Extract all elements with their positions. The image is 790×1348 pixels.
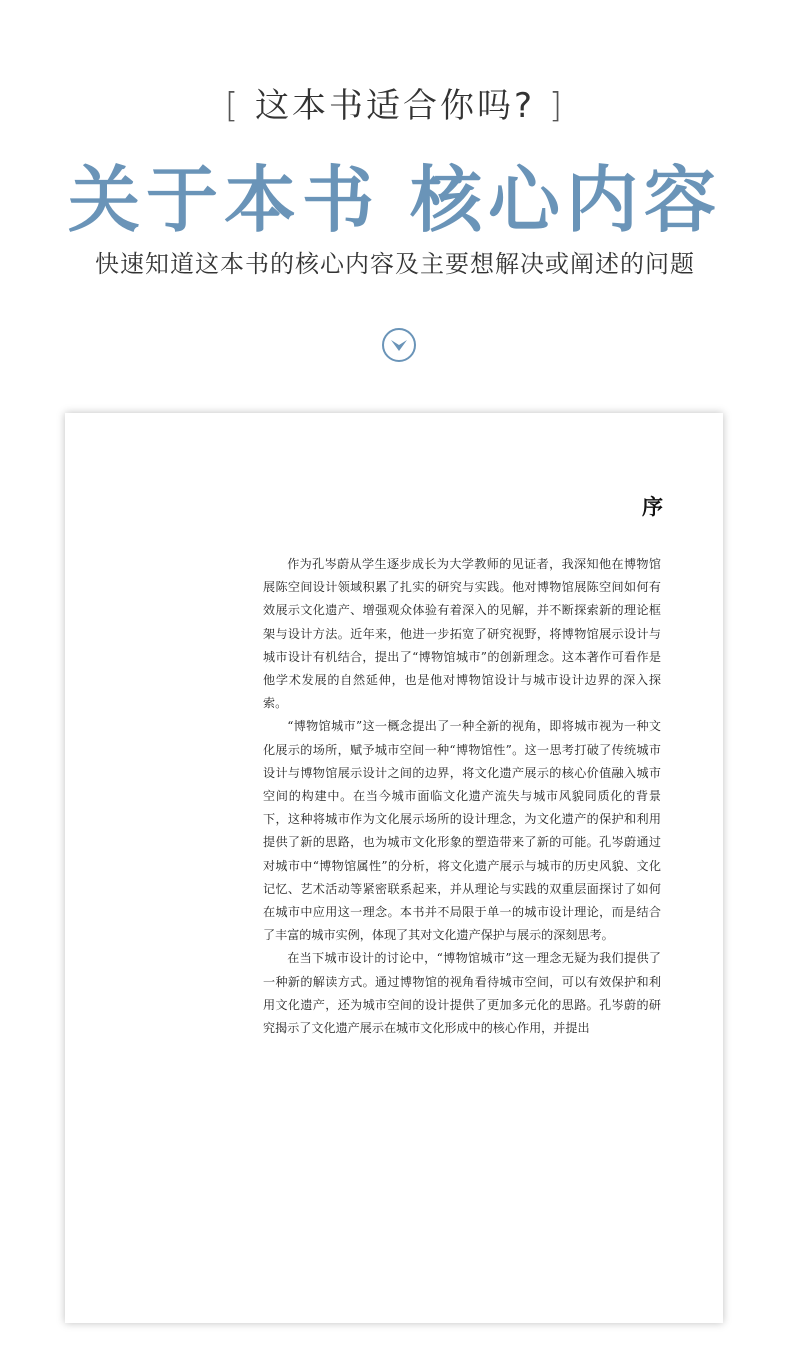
bracket-close: ] — [548, 86, 566, 126]
section-subtitle — [0, 78, 790, 127]
section-tagline: 快速知道这本书的核心内容及主要想解决或阐述的问题 — [95, 250, 695, 278]
intro-header — [0, 0, 790, 400]
title-right: 核心内容 — [410, 157, 723, 242]
title-left: 关于本书 — [67, 157, 380, 242]
paragraph: 在当下城市设计的讨论中，“博物馆城市”这一理念无疑为我们提供了一种新的解读方式。通过博物馆的视角看待城市空间，可以有效保护和利用文化遗产，还为城市空间的设计提供了更加多元化的思路。孔岑蔚的研究揭示了文化遗产展示在城市文化形成中的核心作用，并提出 — [263, 951, 661, 1036]
paragraph: “博物馆城市”这一概念提出了一种全新的视角，即将城市视为一种文化展示的场所，赋予城市空间一种“博物馆性”。这一思考打破了传统城市设计与博物馆展示设计之间的边界，将文化遗产展示的核心价值融入城市空间的构建中。在当今城市面临文化遗产流失与城市风貌同质化的背景下，这种将城市作为文化展示场所的设计理念，为文化遗产的保护和利用提供了新的思路，也为城市文化形象的塑造带来了新的可能。孔岑蔚通过对城市中“博物馆属性”的分析，将文化遗产展示与城市的历史风貌、文化记忆、艺术活动等紧密联系起来，并从理论与实践的双重层面探讨了如何在城市中应用这一理念。本书并不局限于单一的城市设计理论，而是结合了丰富的城市实例，体现了其对文化遗产保护与展示的深刻思考。 — [263, 719, 661, 943]
paragraph: 作为孔岑蔚从学生逐步成长为大学教师的见证者，我深知他在博物馆展陈空间设计领域积累了扎实的研究与实践。他对博物馆展陈空间如何有效展示文化遗产、增强观众体验有着深入的见解，并不断探索新的理论框架与设计方法。近年来，他进一步拓宽了研究视野，将博物馆展示设计与城市设计有机结合，提出了“博物馆城市”的创新理念。这本著作可看作是他学术发展的自然延伸，也是他对博物馆设计与城市设计边界的深入探索。 — [263, 557, 661, 711]
section-title — [0, 142, 790, 246]
page-heading: 序 — [642, 494, 663, 519]
subtitle-text: 这本书适合你吗? — [254, 86, 536, 126]
preface-body — [263, 553, 661, 1040]
chevron-down-circle-icon — [381, 327, 417, 363]
bracket-open: [ — [224, 86, 242, 126]
book-page — [65, 413, 723, 1323]
